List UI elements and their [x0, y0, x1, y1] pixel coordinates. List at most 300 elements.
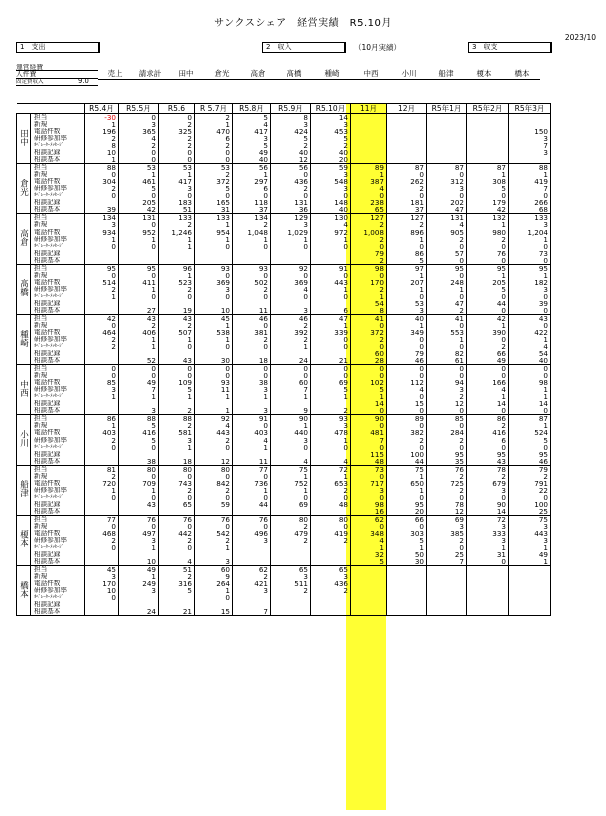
- row-label: 相談記録: [34, 149, 61, 157]
- table-cell: 411: [119, 279, 159, 286]
- table-cell: [271, 594, 311, 601]
- table-cell: 0: [233, 422, 271, 429]
- table-cell: 743: [159, 480, 195, 487]
- row-label: 電話件数: [34, 178, 61, 186]
- table-cell: [85, 501, 119, 508]
- table-cell: [311, 544, 351, 551]
- table-cell: 0: [427, 272, 467, 279]
- table-cell: 0: [159, 544, 195, 551]
- table-cell: 2: [271, 185, 311, 192]
- row-label: 担当: [34, 364, 48, 373]
- table-cell: 3: [311, 573, 351, 580]
- person-name: [17, 264, 31, 314]
- row-label: 相談基本: [31, 206, 85, 214]
- table-cell: 132: [467, 214, 509, 222]
- table-cell: 0: [271, 494, 311, 501]
- table-cell: 98: [351, 264, 387, 272]
- table-cell: 1: [159, 272, 195, 279]
- table-row: [17, 149, 551, 156]
- table-cell: 3: [311, 121, 351, 128]
- table-cell: 0: [85, 544, 119, 551]
- table-row: [17, 164, 551, 172]
- table-cell: 1: [387, 473, 427, 480]
- table-cell: 1: [509, 336, 551, 343]
- table-cell: 2: [351, 221, 387, 228]
- table-cell: 4: [311, 458, 351, 466]
- table-cell: 2: [311, 587, 351, 594]
- table-cell: 2: [311, 537, 351, 544]
- table-cell: 1: [467, 322, 509, 329]
- actual-note: （10月実績）: [354, 43, 402, 52]
- table-row: [17, 400, 551, 407]
- month-header: R5.4月: [85, 104, 119, 114]
- table-cell: 2: [195, 487, 233, 494]
- table-cell: [85, 257, 119, 265]
- table-cell: 0: [119, 243, 159, 250]
- table-cell: 27: [119, 307, 159, 315]
- table-cell: [467, 573, 509, 580]
- table-row: [17, 465, 551, 473]
- table-cell: 403: [233, 429, 271, 436]
- table-row: [17, 544, 551, 551]
- table-cell: 248: [427, 279, 467, 286]
- table-cell: 2: [85, 185, 119, 192]
- table-cell: [195, 300, 233, 307]
- table-cell: [427, 594, 467, 601]
- table-cell: 62: [233, 566, 271, 574]
- table-cell: 0: [119, 444, 159, 451]
- table-cell: 0: [119, 293, 159, 300]
- table-cell: [159, 451, 195, 458]
- table-row: [17, 307, 551, 315]
- table-cell: 2: [119, 322, 159, 329]
- table-cell: 3: [271, 221, 311, 228]
- table-cell: [233, 508, 271, 516]
- corner-cell: [17, 104, 85, 114]
- table-cell: 1: [85, 422, 119, 429]
- table-cell: 1: [467, 221, 509, 228]
- table-cell: 2: [85, 343, 119, 350]
- table-cell: 0: [119, 365, 159, 373]
- table-row: [17, 608, 551, 616]
- table-cell: 297: [233, 178, 271, 185]
- table-cell: 417: [159, 178, 195, 185]
- table-row: [17, 336, 551, 343]
- table-cell: 0: [159, 114, 195, 122]
- table-row: [17, 221, 551, 228]
- table-cell: 905: [427, 229, 467, 236]
- table-cell: 38: [119, 458, 159, 466]
- table-cell: 1: [271, 473, 311, 480]
- table-cell: 1: [195, 121, 233, 128]
- table-cell: 2: [271, 322, 311, 329]
- table-cell: 1: [427, 336, 467, 343]
- performance-table: [16, 103, 551, 616]
- table-cell: 49: [233, 149, 271, 156]
- table-row: [17, 185, 551, 192]
- table-cell: 95: [427, 451, 467, 458]
- table-cell: 2: [159, 407, 195, 415]
- table-cell: 1: [159, 243, 195, 250]
- table-cell: 0: [427, 293, 467, 300]
- table-cell: 53: [387, 300, 427, 307]
- person-name: [17, 214, 31, 264]
- table-cell: 76: [467, 250, 509, 257]
- table-cell: 934: [85, 229, 119, 236]
- table-cell: [467, 128, 509, 135]
- table-cell: [351, 156, 387, 164]
- table-cell: 553: [427, 329, 467, 336]
- table-cell: 181: [387, 199, 427, 206]
- table-row: [17, 587, 551, 594]
- table-cell: 0: [85, 272, 119, 279]
- table-cell: 48: [311, 501, 351, 508]
- table-cell: 129: [271, 214, 311, 222]
- table-cell: [509, 121, 551, 128]
- table-cell: 25: [427, 551, 467, 558]
- table-cell: 1: [195, 407, 233, 415]
- table-cell: 1: [119, 544, 159, 551]
- table-cell: 507: [159, 329, 195, 336]
- table-cell: 2: [159, 537, 195, 544]
- table-cell: 0: [119, 523, 159, 530]
- table-cell: 0: [271, 293, 311, 300]
- table-cell: [271, 300, 311, 307]
- table-cell: 0: [195, 594, 233, 601]
- row-label: 新規: [34, 221, 48, 229]
- table-cell: 303: [387, 530, 427, 537]
- table-cell: [85, 458, 119, 466]
- row-label: 担当: [34, 264, 48, 272]
- table-cell: [311, 300, 351, 307]
- table-cell: 11: [233, 458, 271, 466]
- table-cell: 478: [311, 429, 351, 436]
- table-cell: 1: [427, 286, 467, 293]
- table-cell: 406: [119, 329, 159, 336]
- table-cell: 2: [427, 307, 467, 315]
- month-header: R5.9月: [271, 104, 311, 114]
- table-row: [17, 272, 551, 279]
- row-label: 相談基本: [31, 357, 85, 365]
- table-cell: 0: [351, 473, 387, 480]
- table-cell: 21: [159, 608, 195, 616]
- table-cell: 5: [271, 135, 311, 142]
- table-cell: 390: [467, 329, 509, 336]
- table-cell: 1: [271, 236, 311, 243]
- table-cell: [195, 250, 233, 257]
- table-cell: 9: [195, 573, 233, 580]
- table-cell: 0: [351, 407, 387, 415]
- table-cell: 49: [119, 379, 159, 386]
- table-cell: 0: [509, 243, 551, 250]
- table-cell: 8: [85, 142, 119, 149]
- table-cell: 952: [119, 229, 159, 236]
- summary-header: [98, 68, 540, 80]
- table-cell: 6: [467, 437, 509, 444]
- table-cell: 95: [387, 501, 427, 508]
- table-cell: 0: [85, 523, 119, 530]
- table-cell: 7: [509, 142, 551, 149]
- table-cell: 28: [351, 357, 387, 365]
- row-label: 電話件数: [34, 379, 61, 387]
- table-row: [17, 537, 551, 544]
- table-cell: 0: [351, 523, 387, 530]
- table-cell: 41: [427, 314, 467, 322]
- table-cell: 7: [509, 185, 551, 192]
- row-label: 新規: [34, 522, 48, 530]
- table-cell: 1: [159, 393, 195, 400]
- table-cell: 2: [159, 322, 195, 329]
- table-cell: 1: [233, 171, 271, 178]
- table-cell: [467, 594, 509, 601]
- table-cell: [387, 156, 427, 164]
- table-cell: 2: [195, 142, 233, 149]
- table-cell: 0: [351, 444, 387, 451]
- person-name-text: 橋本: [18, 580, 29, 598]
- table-cell: 1: [119, 573, 159, 580]
- row-label: 担当: [34, 565, 48, 574]
- table-cell: 91: [311, 264, 351, 272]
- table-cell: 497: [119, 530, 159, 537]
- table-cell: 0: [311, 494, 351, 501]
- table-cell: 76: [159, 515, 195, 523]
- table-cell: 81: [85, 465, 119, 473]
- month-header: R5.8月: [233, 104, 271, 114]
- table-cell: [427, 149, 467, 156]
- row-label: 研修参加率: [34, 185, 67, 193]
- table-cell: 94: [427, 379, 467, 386]
- table-cell: [311, 400, 351, 407]
- table-row: [17, 444, 551, 451]
- table-row: [17, 386, 551, 393]
- table-cell: 30: [195, 357, 233, 365]
- table-cell: 100: [387, 451, 427, 458]
- table-cell: 11: [195, 386, 233, 393]
- table-cell: [387, 601, 427, 608]
- table-cell: 1: [159, 236, 195, 243]
- table-row: [17, 357, 551, 365]
- table-cell: 0: [467, 365, 509, 373]
- person-name-text: 高倉: [18, 229, 29, 247]
- table-row: [17, 128, 551, 135]
- month-header: R5年3月: [509, 104, 551, 114]
- table-cell: 538: [195, 329, 233, 336]
- month-header-row: [17, 104, 551, 114]
- table-cell: 78: [427, 501, 467, 508]
- table-cell: 0: [387, 293, 427, 300]
- table-cell: 59: [311, 164, 351, 172]
- table-cell: 88: [509, 164, 551, 172]
- table-cell: 92: [195, 415, 233, 423]
- person-name-text: 榎本: [18, 530, 29, 548]
- table-cell: 2: [233, 336, 271, 343]
- table-cell: 20: [311, 156, 351, 164]
- table-cell: 0: [233, 372, 271, 379]
- table-cell: 1: [467, 171, 509, 178]
- table-row: [17, 264, 551, 272]
- row-label: ｵﾍﾟﾚｰﾀｰﾒｯｾｰｼﾞ: [34, 494, 64, 500]
- table-cell: 43: [509, 314, 551, 322]
- table-cell: 1: [509, 386, 551, 393]
- table-cell: 5: [195, 185, 233, 192]
- row-label: 担当: [34, 465, 48, 473]
- table-cell: 421: [233, 580, 271, 587]
- row-label: 電話件数: [34, 429, 61, 437]
- table-cell: 40: [271, 149, 311, 156]
- table-cell: 60: [351, 350, 387, 357]
- person-name-text: 船津: [18, 480, 29, 498]
- table-cell: 0: [195, 494, 233, 501]
- table-cell: [159, 257, 195, 265]
- table-cell: 2: [311, 407, 351, 415]
- row-label: 担当: [34, 113, 48, 121]
- table-cell: 98: [351, 501, 387, 508]
- table-cell: 416: [119, 429, 159, 436]
- table-cell: 1: [351, 171, 387, 178]
- table-cell: 46: [233, 314, 271, 322]
- row-label: 新規: [34, 422, 48, 430]
- table-cell: [233, 250, 271, 257]
- table-cell: [351, 594, 387, 601]
- table-row: [17, 558, 551, 566]
- table-cell: 403: [85, 429, 119, 436]
- table-cell: 102: [351, 379, 387, 386]
- table-cell: 76: [427, 465, 467, 473]
- table-cell: 3: [195, 558, 233, 566]
- table-cell: [271, 508, 311, 516]
- table-cell: 523: [159, 279, 195, 286]
- table-cell: 41: [351, 314, 387, 322]
- table-cell: 1: [351, 293, 387, 300]
- table-cell: 266: [509, 199, 551, 206]
- table-cell: 109: [159, 379, 195, 386]
- table-row: [17, 594, 551, 601]
- table-cell: 0: [427, 343, 467, 350]
- table-cell: [467, 601, 509, 608]
- table-cell: [427, 121, 467, 128]
- table-cell: 2: [427, 437, 467, 444]
- table-cell: 0: [467, 444, 509, 451]
- table-cell: 0: [427, 372, 467, 379]
- table-cell: 79: [387, 350, 427, 357]
- table-cell: 980: [467, 229, 509, 236]
- table-cell: 76: [233, 515, 271, 523]
- row-label: 相談基本: [31, 458, 85, 466]
- table-row: [17, 250, 551, 257]
- table-cell: 51: [159, 206, 195, 214]
- table-cell: 4: [271, 458, 311, 466]
- table-cell: 1,246: [159, 229, 195, 236]
- table-cell: 8: [271, 114, 311, 122]
- table-cell: 2: [159, 487, 195, 494]
- table-row: [17, 458, 551, 466]
- table-cell: 5: [233, 114, 271, 122]
- table-cell: 3: [119, 587, 159, 594]
- table-cell: 14: [351, 400, 387, 407]
- table-cell: [195, 551, 233, 558]
- table-cell: 87: [467, 164, 509, 172]
- table-cell: 2: [271, 336, 311, 343]
- table-cell: 0: [271, 171, 311, 178]
- table-cell: 709: [119, 480, 159, 487]
- table-cell: 32: [351, 551, 387, 558]
- table-cell: 496: [233, 530, 271, 537]
- table-cell: 262: [387, 178, 427, 185]
- table-cell: [119, 257, 159, 265]
- table-cell: 2: [509, 473, 551, 480]
- table-cell: 3: [427, 185, 467, 192]
- table-cell: 1: [311, 437, 351, 444]
- table-cell: [85, 551, 119, 558]
- table-cell: 0: [509, 307, 551, 315]
- table-cell: 9: [271, 407, 311, 415]
- table-cell: 1: [195, 393, 233, 400]
- table-cell: [387, 114, 427, 122]
- table-cell: 0: [387, 494, 427, 501]
- table-cell: [467, 135, 509, 142]
- table-cell: 3: [467, 487, 509, 494]
- table-cell: 0: [119, 473, 159, 480]
- table-cell: 14: [311, 114, 351, 122]
- table-cell: 78: [467, 465, 509, 473]
- table-cell: 45: [85, 566, 119, 574]
- person-name: [17, 566, 31, 616]
- table-cell: 2: [387, 185, 427, 192]
- table-cell: 464: [85, 329, 119, 336]
- table-cell: [351, 135, 387, 142]
- table-cell: 1: [311, 322, 351, 329]
- table-cell: [195, 400, 233, 407]
- table-cell: 133: [509, 214, 551, 222]
- table-cell: [351, 149, 387, 156]
- table-cell: 53: [159, 164, 195, 172]
- table-cell: 419: [509, 178, 551, 185]
- table-cell: [271, 250, 311, 257]
- table-cell: 1,048: [233, 229, 271, 236]
- table-cell: 0: [351, 422, 387, 429]
- table-cell: 461: [119, 178, 159, 185]
- table-cell: [351, 587, 387, 594]
- table-cell: [271, 551, 311, 558]
- table-cell: [271, 451, 311, 458]
- person-name: [17, 515, 31, 565]
- table-cell: 2: [351, 286, 387, 293]
- table-cell: 2: [467, 473, 509, 480]
- row-label: 相談記録: [34, 299, 61, 307]
- table-row: [17, 480, 551, 487]
- table-cell: 5: [119, 185, 159, 192]
- row-label: 新規: [34, 372, 48, 380]
- table-cell: 0: [159, 156, 195, 164]
- table-cell: 720: [85, 480, 119, 487]
- table-cell: [271, 400, 311, 407]
- table-cell: 382: [387, 429, 427, 436]
- table-cell: 0: [159, 293, 195, 300]
- table-cell: 791: [509, 480, 551, 487]
- table-cell: [387, 580, 427, 587]
- row-label: 新規: [34, 573, 48, 581]
- table-cell: 7: [119, 386, 159, 393]
- table-cell: 1: [85, 487, 119, 494]
- table-cell: 54: [351, 300, 387, 307]
- table-cell: [427, 114, 467, 122]
- table-cell: 93: [233, 264, 271, 272]
- table-cell: 0: [233, 343, 271, 350]
- table-cell: 35: [427, 458, 467, 466]
- table-cell: 36: [271, 206, 311, 214]
- table-cell: 417: [233, 128, 271, 135]
- table-cell: 387: [351, 178, 387, 185]
